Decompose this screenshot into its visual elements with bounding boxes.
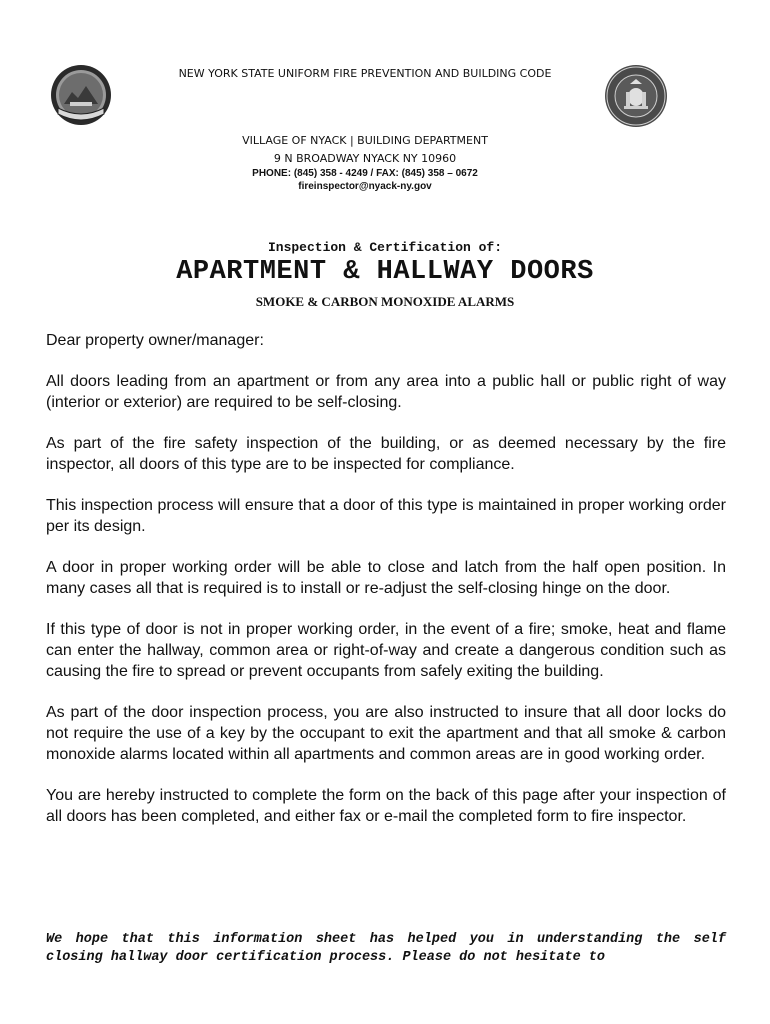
- department-name: VILLAGE OF NYACK | BUILDING DEPARTMENT: [242, 134, 488, 147]
- department-phone-fax: PHONE: (845) 358 - 4249 / FAX: (845) 358 – 0672: [252, 168, 478, 179]
- department-address: 9 N BROADWAY NYACK NY 10960: [273, 152, 457, 165]
- department-email: fireinspector@nyack-ny.gov: [298, 181, 432, 192]
- paragraph-working-order: A door in proper working order will be able to close and latch from the half open position. In many cases all that is required is to install or re-adjust the self-closing hinge on the door.: [46, 559, 726, 597]
- paragraph-fire-danger: If this type of door is not in proper working order, in the event of a fire; smoke, heat and flame can enter the hallway, common area or right-of-way and create a dangerous condition such as causing the fire to spread or prevent occupants from safely exiting the building.: [46, 621, 726, 680]
- letter-body: [46, 330, 726, 847]
- paragraph-locks-alarms: As part of the door inspection process, you are also instructed to insure that all door locks do not require the use of a key by the occupant to exit the apartment and that all smoke & carbon monoxide alarms located within all apartments and common areas are in good working order.: [46, 704, 726, 763]
- code-title: NEW YORK STATE UNIFORM FIRE PREVENTION AND BUILDING CODE: [178, 67, 552, 80]
- paragraph-instructions: You are hereby instructed to complete the form on the back of this page after your inspection of all doors has been completed, and either fax or e-mail the completed form to fire inspector.: [46, 787, 726, 825]
- paragraph-self-closing: All doors leading from an apartment or from any area into a public hall or public right of way (interior or exterior) are required to be self-closing.: [46, 373, 726, 411]
- closing-note: We hope that this information sheet has helped you in understanding the self closing hallway door certification process. Please do not hesitate to: [46, 932, 726, 965]
- inspection-heading: Inspection & Certification of:: [267, 240, 503, 255]
- page-subtitle: SMOKE & CARBON MONOXIDE ALARMS: [255, 294, 515, 309]
- page-title: APARTMENT & HALLWAY DOORS: [176, 257, 594, 287]
- paragraph-maintenance: This inspection process will ensure that a door of this type is maintained in proper working order per its design.: [46, 497, 726, 535]
- paragraph-inspection: As part of the fire safety inspection of the building, or as deemed necessary by the fire inspector, all doors of this type are to be inspected for compliance.: [46, 435, 726, 473]
- greeting: Dear property owner/manager:: [46, 332, 264, 349]
